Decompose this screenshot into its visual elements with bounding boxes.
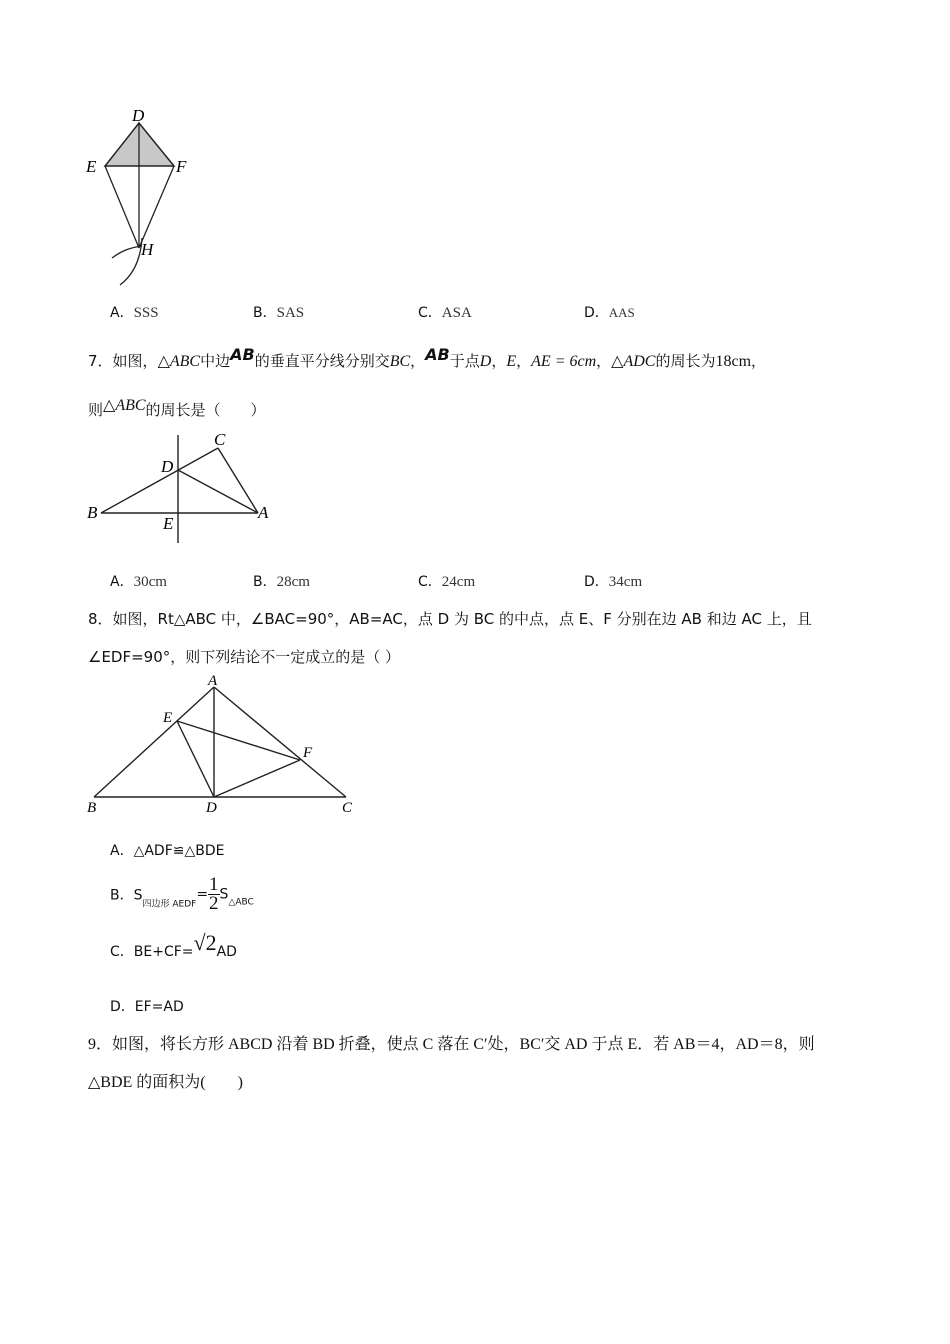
q7-point-e: E xyxy=(506,353,517,370)
q7-comma-4: ， xyxy=(596,352,612,370)
q6-option-a-value: SSS xyxy=(133,305,159,321)
q6-option-a-letter: A． xyxy=(110,305,134,321)
q8-option-c-pre: C．BE+CF= xyxy=(110,944,194,960)
q7-ae: AE = 6cm xyxy=(531,353,597,370)
q6-label-E: E xyxy=(86,157,97,176)
q7-label-C: C xyxy=(214,430,226,449)
q9-stem-line2: △BDE 的面积为( ) xyxy=(88,1074,243,1091)
q7-option-c-value: 24cm xyxy=(441,574,476,590)
q8-seg-AC xyxy=(214,687,346,797)
q8-label-E: E xyxy=(163,710,173,726)
q7-ab: AB xyxy=(230,345,255,364)
q7-tri-abc: △ABC xyxy=(157,353,201,370)
q7-label-E: E xyxy=(163,514,174,533)
q8-option-b-sub1: 四边形 AEDF xyxy=(142,899,197,910)
q6-arc-1 xyxy=(112,246,142,258)
q8-option-b-fraction xyxy=(208,876,220,913)
q7-option-b-value: 28cm xyxy=(276,574,310,590)
q7-text-5: 的周长为 xyxy=(655,352,716,370)
q7-number: 7． xyxy=(88,352,113,370)
q8-label-B: B xyxy=(87,800,97,816)
q6-seg-EH xyxy=(105,166,139,248)
q7-bc: BC xyxy=(389,353,411,370)
q8-label-C: C xyxy=(342,800,353,816)
q8-label-F: F xyxy=(303,745,313,761)
q8-seg-ED xyxy=(177,721,214,797)
q7-comma-2: ， xyxy=(491,352,507,370)
q7-seg-BC xyxy=(101,448,218,513)
q7-option-d xyxy=(584,571,642,591)
q7-label-A: A xyxy=(258,503,269,522)
q7-option-c xyxy=(418,571,475,591)
q6-seg-FH xyxy=(139,166,174,248)
q6-label-D: D xyxy=(132,110,145,125)
q8-stem-line1: 8．如图，Rt△ABC 中，∠BAC=90°，AB=AC，点 D 为 BC 的中点，点 E、F 分别在边 AB 和边 AC 上，且 xyxy=(88,610,812,628)
q8-option-a: A．△ADF≌△BDE xyxy=(110,843,225,859)
q8-option-b-s: S xyxy=(219,886,229,903)
q6-label-H: H xyxy=(141,240,154,259)
q8-option-b-sub2: △ABC xyxy=(228,897,254,908)
q7-line2-b: 的周长是（ ） xyxy=(145,401,266,419)
q7-text-3: 的垂直平分线分别交 xyxy=(254,352,390,370)
q8-option-b-numerator: 1 xyxy=(209,874,219,895)
q7-option-b-letter: B． xyxy=(253,574,277,590)
q6-option-c-letter: C． xyxy=(418,305,442,321)
q7-len-18: 18cm xyxy=(715,353,752,370)
q7-option-b xyxy=(253,571,310,591)
q7-comma-1: ， xyxy=(410,352,426,370)
q7-triangle-figure xyxy=(84,425,284,555)
q6-option-c xyxy=(418,302,472,322)
q8-label-D: D xyxy=(206,800,217,816)
q8-triangle-figure xyxy=(84,670,364,820)
q7-ab-2: AB xyxy=(425,345,450,364)
q8-option-b-denominator: 2 xyxy=(209,893,219,914)
q8-option-d: D．EF=AD xyxy=(110,999,184,1015)
q7-text-1: 如图， xyxy=(112,352,158,370)
q7-seg-CA xyxy=(218,448,258,513)
q8-option-b-eq: = xyxy=(196,886,209,903)
q7-text-2: 中边 xyxy=(200,352,231,370)
q7-tri-adc: △ADC xyxy=(611,353,656,370)
q7-line2-a: 则 xyxy=(88,401,104,419)
q7-label-B: B xyxy=(87,503,98,522)
q6-option-b xyxy=(253,302,304,322)
q6-option-b-letter: B． xyxy=(253,305,277,321)
q8-label-A: A xyxy=(208,673,218,689)
q7-tri-abc-2: △ABC xyxy=(103,397,146,414)
q7-stem-line2 xyxy=(88,399,266,420)
q6-label-F: F xyxy=(176,157,187,176)
q8-seg-BA xyxy=(94,687,214,797)
q8-seg-EF xyxy=(177,721,300,760)
q7-option-a xyxy=(110,571,167,591)
q7-label-D: D xyxy=(161,457,174,476)
q6-kite-figure xyxy=(80,110,210,290)
q6-option-c-value: ASA xyxy=(441,305,472,321)
q9-stem-line1: 9．如图，将长方形 ABCD 沿着 BD 折叠，使点 C 落在 C′处，BC′交 AD 于点 E．若 AB＝4，AD＝8，则 xyxy=(88,1036,815,1053)
q7-option-c-letter: C． xyxy=(418,574,442,590)
q7-option-d-letter: D． xyxy=(584,574,609,590)
q8-option-b-letter: B．S xyxy=(110,887,143,904)
q8-option-c xyxy=(110,930,237,961)
q7-text-4: 于点 xyxy=(449,352,480,370)
q7-option-a-value: 30cm xyxy=(133,574,167,590)
q8-stem-line2: ∠EDF=90°，则下列结论不一定成立的是（ ） xyxy=(88,648,401,666)
q6-option-a xyxy=(110,302,159,322)
q7-stem-line1 xyxy=(88,345,767,371)
q8-seg-DF xyxy=(214,760,300,797)
q7-option-d-value: 34cm xyxy=(608,574,643,590)
q6-option-d-letter: D． xyxy=(584,305,609,321)
q7-option-a-letter: A． xyxy=(110,574,134,590)
q6-option-b-value: SAS xyxy=(276,305,305,321)
q7-seg-DA xyxy=(178,470,258,513)
q8-option-b xyxy=(110,876,254,913)
q7-point-d: D xyxy=(479,353,492,370)
q8-option-c-post: AD xyxy=(216,944,237,960)
q7-comma-5: ， xyxy=(751,352,767,370)
q8-option-c-sqrt: √2 xyxy=(193,930,217,955)
q6-option-d-value: AAS xyxy=(608,305,635,320)
q6-option-d xyxy=(584,302,635,322)
q7-comma-3: ， xyxy=(516,352,532,370)
